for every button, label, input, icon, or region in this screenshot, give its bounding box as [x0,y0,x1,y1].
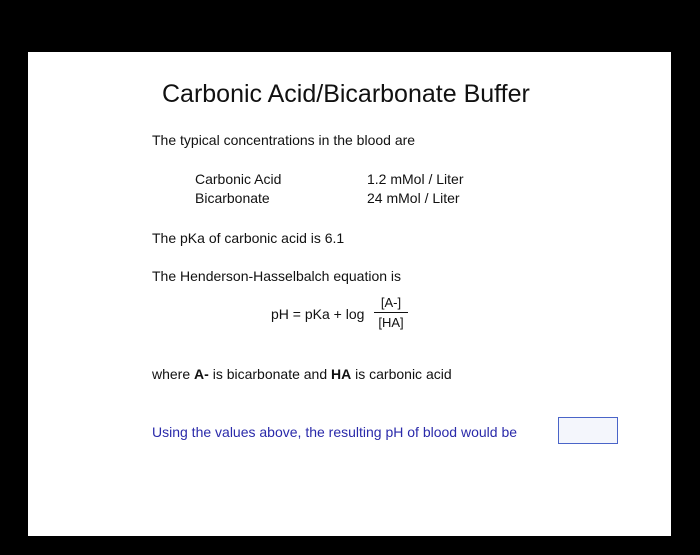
question-text: Using the values above, the resulting pH of blood would be [152,424,518,440]
fraction-bar [374,312,408,313]
where-term-a: A- [194,366,209,382]
answer-input[interactable] [558,417,618,444]
where-statement [152,366,452,382]
where-prefix: where [152,366,195,382]
carbonic-acid-label: Carbonic Acid [195,171,282,187]
where-term-ha: HA [331,366,352,382]
bicarbonate-label: Bicarbonate [195,190,270,206]
slide [28,52,671,536]
intro-text: The typical concentrations in the blood are [152,132,416,148]
where-mid: is bicarbonate and [208,366,332,382]
carbonic-acid-value: 1.2 mMol / Liter [367,171,464,187]
equation-denominator: [HA] [378,315,404,330]
pka-statement: The pKa of carbonic acid is 6.1 [152,230,345,246]
hh-statement: The Henderson-Hasselbalch equation is [152,268,402,284]
bicarbonate-value: 24 mMol / Liter [367,190,460,206]
equation-fraction [374,295,408,330]
equation-numerator: [A-] [380,295,402,310]
slide-title: Carbonic Acid/Bicarbonate Buffer [162,80,530,108]
equation-left: pH = pKa + log [271,306,365,322]
where-suffix: is carbonic acid [351,366,452,382]
